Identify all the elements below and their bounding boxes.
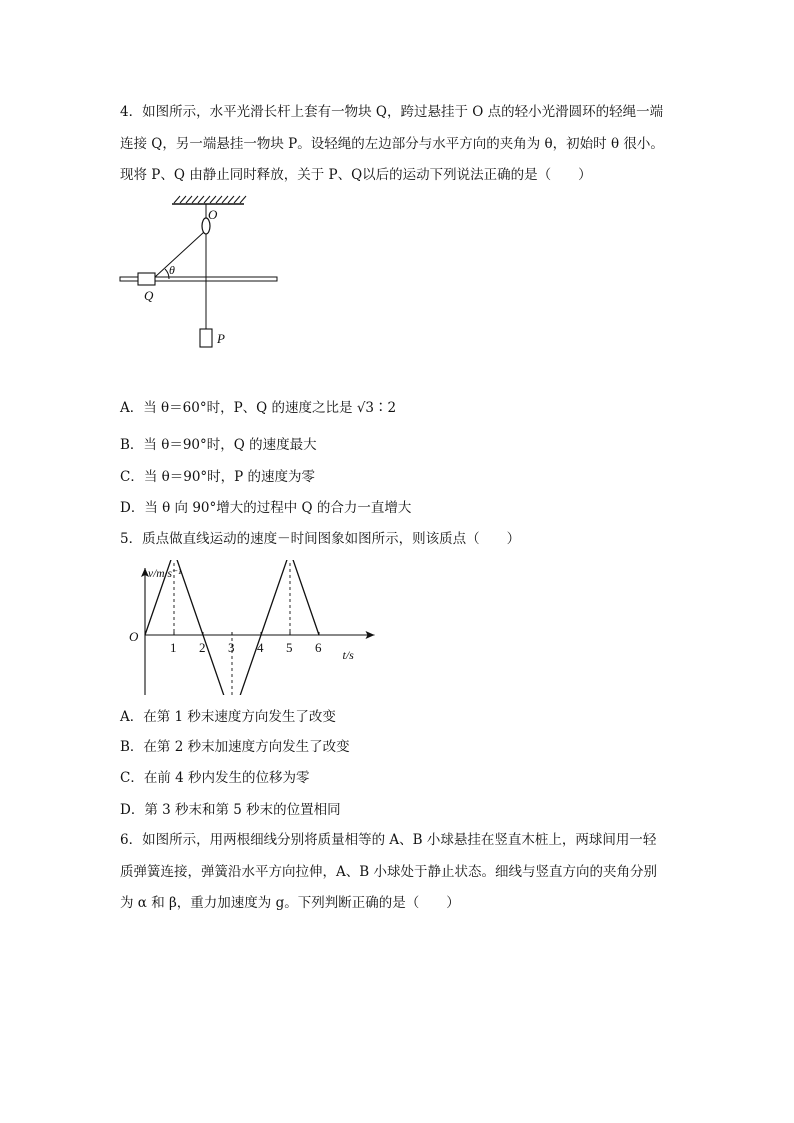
q5-option-a: A．在第 1 秒末速度方向发生了改变 <box>120 709 336 725</box>
block-p <box>200 329 212 347</box>
q4-stem-line-2: 连接 Q，另一端悬挂一物块 P。设轻绳的左边部分与水平方向的夹角为 θ，初始时 θ 很小。 <box>120 136 664 152</box>
x-tick-label: 3 <box>228 640 235 655</box>
x-axis-label: t/s <box>342 648 354 662</box>
q4-option-c: C．当 θ＝90°时，P 的速度为零 <box>120 469 316 485</box>
x-tick-label: 5 <box>286 640 293 655</box>
label-o: O <box>208 207 218 222</box>
q5-option-c: C．在前 4 秒内发生的位移为零 <box>120 770 310 786</box>
q6-stem-line-3: 为 α 和 β，重力加速度为 g。下列判断正确的是（ ） <box>120 895 460 911</box>
q4-option-d: D．当 θ 向 90°增大的过程中 Q 的合力一直增大 <box>120 500 412 516</box>
q4-option-a: A．当 θ＝60°时，P、Q 的速度之比是 √3∶2 <box>120 400 397 416</box>
q6-stem-line-2: 质弹簧连接，弹簧沿水平方向拉伸，A、B 小球处于静止状态。细线与竖直方向的夹角分别 <box>120 864 657 880</box>
data-point <box>202 634 203 635</box>
data-point <box>144 634 145 635</box>
q4-stem-line-3: 现将 P、Q 由静止同时释放，关于 P、Q以后的运动下列说法正确的是（ ） <box>120 167 592 183</box>
x-tick-label: 1 <box>170 640 177 655</box>
data-point <box>318 634 319 635</box>
label-q: Q <box>144 288 154 303</box>
q5-option-d: D．第 3 秒末和第 5 秒末的位置相同 <box>120 802 341 818</box>
q4-option-b: B．当 θ＝90°时，Q 的速度最大 <box>120 437 317 453</box>
x-tick-label: 4 <box>257 640 264 655</box>
q6-stem-line-1: 6．如图所示，用两根细线分别将质量相等的 A、B 小球悬挂在竖直木桩上，两球间用一轻 <box>120 832 657 848</box>
block-q <box>138 273 155 285</box>
label-theta: θ <box>169 263 175 277</box>
origin-label: O <box>129 629 139 644</box>
x-tick-label: 2 <box>199 640 206 655</box>
q4-stem-line-1: 4．如图所示，水平光滑长杆上套有一物块 Q，跨过悬挂于 O 点的轻小光滑圆环的轻绳一端 <box>120 104 664 120</box>
q4-pulley-figure <box>112 192 302 357</box>
label-p: P <box>217 331 225 346</box>
x-tick-label: 6 <box>315 640 322 655</box>
ceiling-hatching <box>174 196 246 203</box>
y-axis-label: v/m·s⁻¹ <box>148 568 182 580</box>
string-left <box>155 232 204 277</box>
velocity-time-chart <box>112 560 392 695</box>
q5-stem: 5．质点做直线运动的速度－时间图象如图所示，则该质点（ ） <box>120 531 521 547</box>
q5-option-b: B．在第 2 秒末加速度方向发生了改变 <box>120 739 350 755</box>
data-point <box>260 634 261 635</box>
